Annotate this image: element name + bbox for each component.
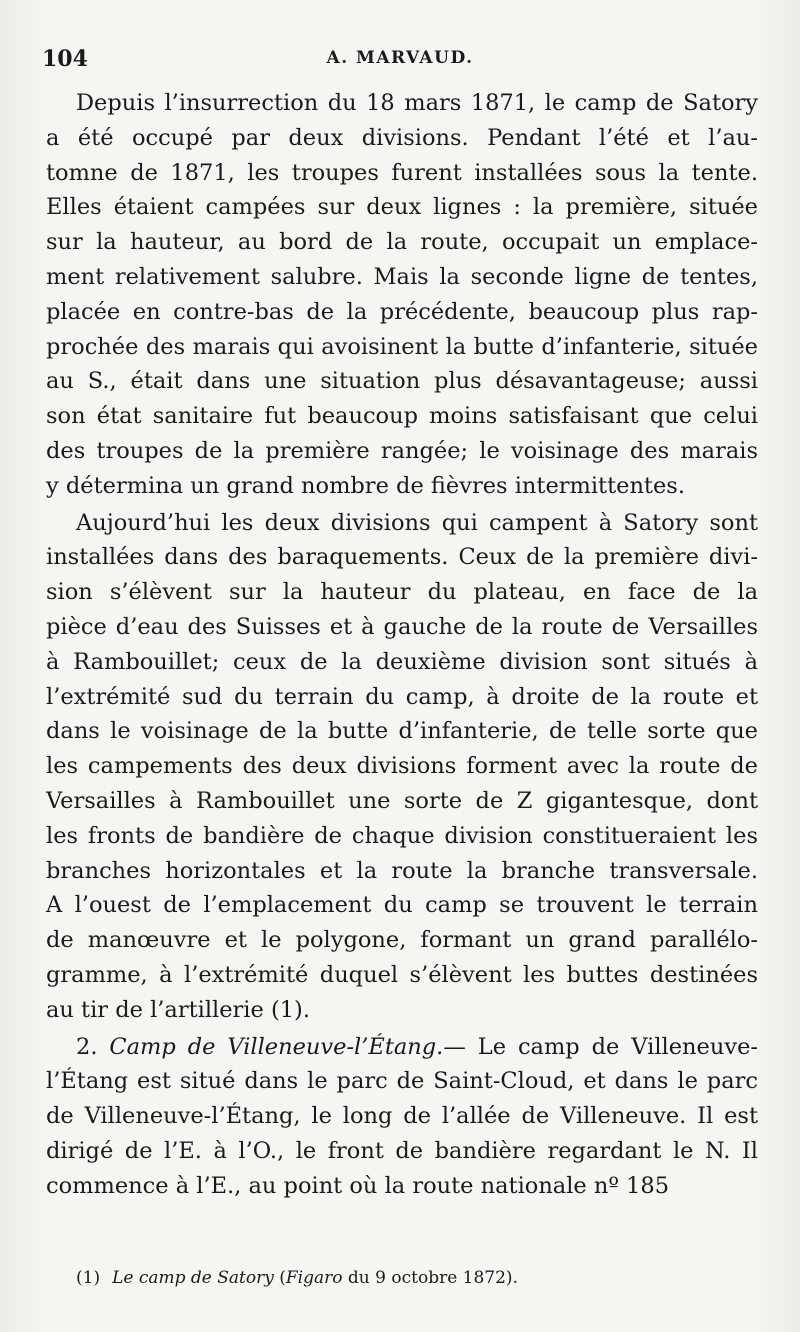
text-line: dans le voisinage de la butte d’infanterie, de telle sorte que bbox=[46, 718, 758, 745]
text-line: de manœuvre et le polygone, formant un grand parallélo- bbox=[46, 927, 758, 954]
text-line: prochée des marais qui avoisinent la butte d’infanterie, située bbox=[46, 333, 758, 360]
text-line: Elles étaient campées sur deux lignes : la première, située bbox=[46, 194, 758, 221]
text-line: de Villeneuve-l’Étang, le long de l’allée de Villeneuve. Il est bbox=[46, 1103, 758, 1130]
running-head: A. MARVAUD. bbox=[326, 48, 474, 68]
text-line: son état sanitaire fut beaucoup moins satisfaisant que celui bbox=[46, 403, 758, 430]
text-line: dirigé de l’E. à l’O., le front de bandière regardant le N. Il bbox=[46, 1137, 758, 1164]
paragraph-1 bbox=[46, 86, 758, 504]
text-line: installées dans des baraquements. Ceux de la première divi- bbox=[46, 544, 758, 571]
text-line: les campements des deux divisions forment avec la route de bbox=[46, 753, 758, 780]
text-line: les fronts de bandière de chaque division constitueraient les bbox=[46, 822, 758, 849]
body-text bbox=[46, 86, 758, 1204]
section-number: 2. bbox=[76, 1033, 98, 1060]
section-heading-line bbox=[46, 1030, 758, 1065]
text-line: sion s’élèvent sur la hauteur du plateau, en face de la bbox=[46, 579, 758, 606]
text-line: placée en contre-bas de la précédente, beaucoup plus rap- bbox=[46, 298, 758, 325]
text-line: sur la hauteur, au bord de la route, occupait un emplace- bbox=[46, 229, 758, 256]
text-line: Depuis l’insurrection du 18 mars 1871, le camp de Satory bbox=[76, 90, 758, 116]
section-title: Camp de Villeneuve-l’Étang. bbox=[109, 1033, 444, 1060]
footnote bbox=[76, 1268, 760, 1288]
text-line: pièce d’eau des Suisses et à gauche de la route de Versailles bbox=[46, 613, 758, 640]
footnote-source: Figaro bbox=[285, 1268, 343, 1288]
text-line: au S., était dans une situation plus désavantageuse; aussi bbox=[46, 368, 758, 395]
footnote-ref: (1) bbox=[76, 1268, 101, 1288]
text-line: ment relativement salubre. Mais la seconde ligne de tentes, bbox=[46, 263, 758, 290]
page-number: 104 bbox=[42, 46, 88, 72]
text-line: gramme, à l’extrémité duquel s’élèvent les buttes destinées bbox=[46, 961, 758, 988]
text-line: Aujourd’hui les deux divisions qui campent à Satory sont bbox=[76, 509, 758, 536]
page-header bbox=[42, 40, 758, 80]
text-line: A l’ouest de l’emplacement du camp se trouvent le terrain bbox=[46, 892, 758, 919]
text-line: y détermina un grand nombre de fièvres intermittentes. bbox=[46, 472, 685, 499]
text-line: des troupes de la première rangée; le voisinage des marais bbox=[46, 437, 758, 464]
paragraph-2 bbox=[46, 506, 758, 1028]
text-line: a été occupé par deux divisions. Pendant l’été et l’au- bbox=[46, 124, 758, 151]
footnote-rest: du 9 octobre 1872). bbox=[347, 1268, 518, 1288]
text-line: branches horizontales et la route la branche transversale. bbox=[46, 857, 758, 884]
text-line: Versailles à Rambouillet une sorte de Z gigantesque, dont bbox=[46, 787, 758, 814]
footnote-title: Le camp de Satory bbox=[112, 1268, 274, 1288]
section-heading-rest: — Le camp de Villeneuve- bbox=[443, 1033, 758, 1060]
text-line: à Rambouillet; ceux de la deuxième division sont situés à bbox=[46, 648, 758, 675]
text-line: l’Étang est situé dans le parc de Saint-Cloud, et dans le parc bbox=[46, 1068, 758, 1095]
footnote-open-paren: ( bbox=[279, 1268, 286, 1288]
paragraph-3 bbox=[46, 1030, 758, 1204]
text-line: tomne de 1871, les troupes furent installées sous la tente. bbox=[46, 159, 758, 186]
text-line: au tir de l’artillerie (1). bbox=[46, 996, 310, 1023]
text-line: commence à l’E., au point où la route nationale nº 185 bbox=[46, 1172, 670, 1199]
text-line: l’extrémité sud du terrain du camp, à droite de la route et bbox=[46, 683, 758, 710]
